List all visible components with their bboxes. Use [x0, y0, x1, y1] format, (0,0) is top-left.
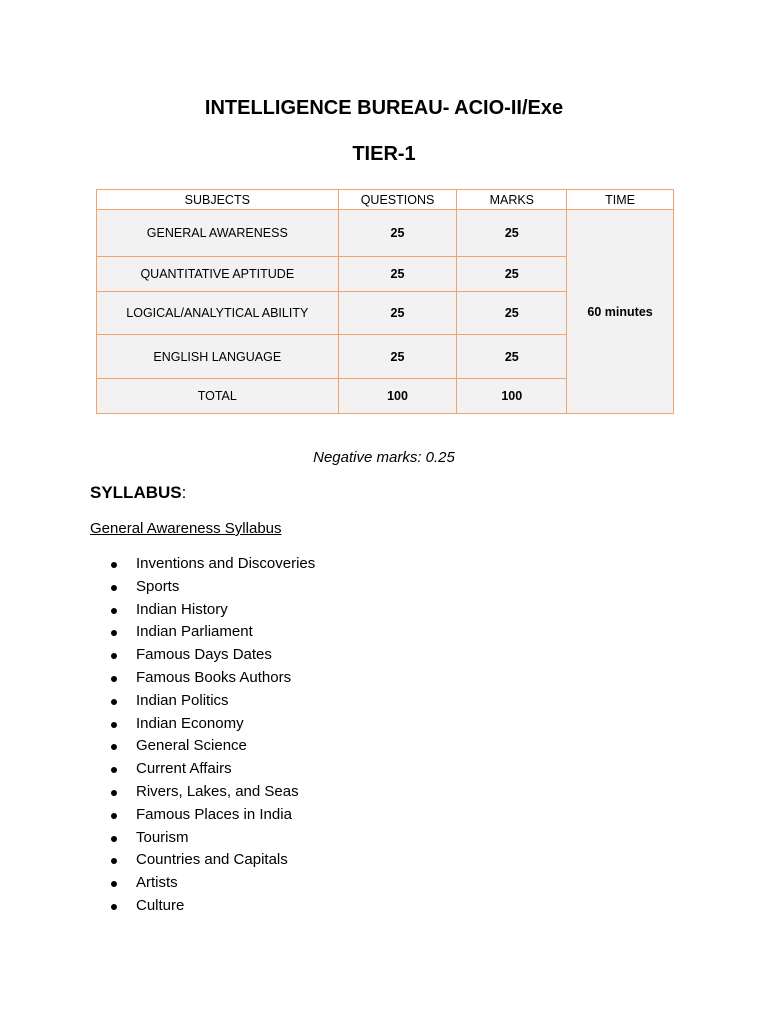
bullet-icon: [111, 744, 117, 750]
subject-cell: ENGLISH LANGUAGE: [97, 335, 339, 379]
topic-label: Indian Politics: [136, 691, 229, 709]
list-item: [108, 895, 315, 918]
bullet-icon: [111, 562, 117, 568]
questions-cell: 25: [338, 335, 457, 379]
syllabus-heading-colon: :: [181, 483, 187, 502]
bullet-icon: [111, 630, 117, 636]
document-title: INTELLIGENCE BUREAU- ACIO-II/Exe: [204, 97, 564, 119]
topic-label: Artists: [136, 874, 178, 892]
topic-label: Inventions and Discoveries: [136, 555, 316, 572]
list-item: [108, 553, 315, 576]
marks-cell: 25: [457, 210, 567, 257]
questions-cell: 25: [338, 292, 457, 335]
topic-label: Famous Days Dates: [136, 646, 272, 664]
topic-label: Rivers, Lakes, and Seas: [136, 782, 299, 800]
list-item: [108, 804, 315, 827]
bullet-icon: [111, 904, 117, 910]
topic-label: Culture: [136, 896, 185, 914]
column-header-time: TIME: [567, 190, 674, 210]
list-item: [108, 781, 315, 804]
topic-label: Tourism: [136, 828, 189, 846]
column-header-questions: QUESTIONS: [338, 190, 457, 210]
topic-label: Famous Places in India: [136, 805, 292, 823]
bullet-icon: [111, 585, 117, 591]
list-item: [108, 576, 315, 599]
subject-cell: GENERAL AWARENESS: [97, 210, 339, 257]
list-item: [108, 758, 315, 781]
topic-label: Indian Parliament: [136, 623, 253, 641]
marks-cell: 25: [457, 292, 567, 335]
subject-cell: LOGICAL/ANALYTICAL ABILITY: [97, 292, 339, 335]
topic-label: Indian Economy: [136, 714, 244, 732]
subject-cell: TOTAL: [97, 379, 339, 414]
bullet-icon: [111, 813, 117, 819]
bullet-icon: [111, 767, 117, 773]
topic-label: Famous Books Authors: [136, 668, 292, 686]
bullet-icon: [111, 608, 117, 614]
table-header-row: [97, 190, 674, 210]
general-awareness-syllabus-heading: General Awareness Syllabus: [90, 520, 282, 537]
bullet-icon: [111, 836, 117, 842]
topic-label: Current Affairs: [136, 760, 232, 778]
marks-cell: 25: [457, 335, 567, 379]
list-item: [108, 644, 315, 667]
marks-cell: 100: [457, 379, 567, 414]
topic-label: Sports: [136, 577, 180, 595]
bullet-icon: [111, 722, 117, 728]
syllabus-heading-text: SYLLABUS: [90, 483, 182, 502]
bullet-icon: [111, 676, 117, 682]
marks-cell: 25: [457, 257, 567, 292]
syllabus-heading: [90, 483, 186, 503]
subject-cell: QUANTITATIVE APTITUDE: [97, 257, 339, 292]
questions-cell: 100: [338, 379, 457, 414]
bullet-icon: [111, 790, 117, 796]
questions-cell: 25: [338, 210, 457, 257]
list-item: [108, 872, 315, 895]
table-row: [97, 210, 674, 257]
list-item: [108, 849, 315, 872]
list-item: [108, 690, 315, 713]
general-awareness-topic-list: [108, 553, 315, 918]
list-item: [108, 735, 315, 758]
time-cell: 60 minutes: [567, 210, 674, 414]
column-header-marks: MARKS: [457, 190, 567, 210]
column-header-subjects: SUBJECTS: [97, 190, 339, 210]
exam-pattern-table: [96, 189, 674, 414]
bullet-icon: [111, 858, 117, 864]
list-item: [108, 599, 315, 622]
negative-marks-note: Negative marks: 0.25: [313, 449, 455, 466]
list-item: [108, 827, 315, 850]
list-item: [108, 713, 315, 736]
topic-label: General Science: [136, 737, 247, 755]
list-item: [108, 667, 315, 690]
bullet-icon: [111, 699, 117, 705]
tier-title: TIER-1: [352, 143, 416, 165]
topic-label: Indian History: [136, 600, 228, 618]
topic-label: Countries and Capitals: [136, 851, 288, 869]
list-item: [108, 621, 315, 644]
bullet-icon: [111, 881, 117, 887]
questions-cell: 25: [338, 257, 457, 292]
bullet-icon: [111, 653, 117, 659]
